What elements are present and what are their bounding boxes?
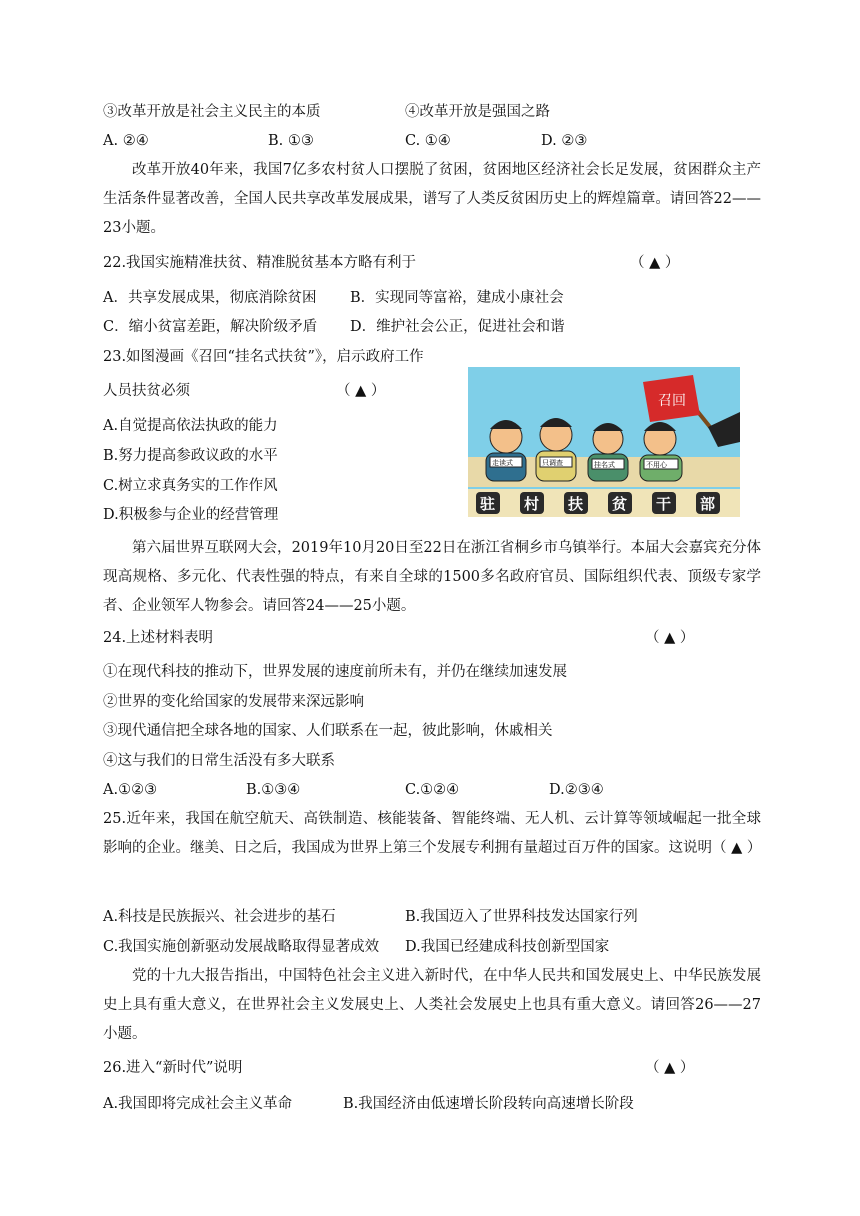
q25-option-c: C.我国实施创新驱动发展战略取得显著成效: [103, 939, 380, 955]
q21-statement-3: ③改革开放是社会主义民主的本质: [103, 104, 321, 120]
q21-option-b: B. ①③: [268, 133, 314, 149]
q24-statement-3: ③现代通信把全球各地的国家、人们联系在一起，彼此影响，休戚相关: [103, 723, 553, 739]
q25-option-b: B.我国迈入了世界科技发达国家行列: [405, 909, 638, 925]
q24-answer-mark: （ ▲ ）: [645, 630, 695, 646]
q26-option-a: A.我国即将完成社会主义革命: [103, 1096, 293, 1112]
q21-option-a: A. ②④: [103, 133, 149, 149]
material-paragraph-1: 改革开放40年来，我国7亿多农村贫人口摆脱了贫困，贫困地区经济社会长足发展，贫困群众主产生活条件显著改善，全国人民共享改革发展成果，谱写了人类反贫困历史上的辉煌篇章。请回答22——23小题。: [103, 162, 761, 236]
q23-option-b: B.努力提高参政议政的水平: [103, 448, 278, 464]
q24-option-d: D.②③④: [549, 782, 604, 798]
q23-option-a: A.自觉提高依法执政的能力: [103, 418, 278, 434]
q23-stem-line2: 人员扶贫必须: [103, 383, 190, 399]
q22-option-d: D．维护社会公正，促进社会和谐: [350, 319, 565, 335]
badge-1: 走读式: [492, 459, 513, 467]
q24-statement-1: ①在现代科技的推动下，世界发展的速度前所未有，并仍在继续加速发展: [103, 664, 567, 680]
bar-char-5: 干: [656, 495, 672, 513]
q25-stem: 25.近年来，我国在航空航天、高铁制造、核能装备、智能终端、无人机、云计算等领域崛起一批全球影响的企业。继美、日之后，我国成为世界上第三个发展专利拥有量超过百万件的国家。这说明（ ▲ ）: [103, 811, 762, 856]
q21-statement-4: ④改革开放是强国之路: [405, 104, 550, 120]
bar-char-3: 扶: [568, 495, 584, 513]
material-paragraph-3: 党的十九大报告指出，中国特色社会主义进入新时代，在中华人民共和国发展史上、中华民族发展史上具有重大意义，在世界社会主义发展史上、人类社会发展史上也具有重大意义。请回答26——27小题。: [103, 968, 761, 1042]
q25-option-d: D.我国已经建成科技创新型国家: [405, 939, 610, 955]
q22-answer-mark: （ ▲ ）: [630, 255, 680, 271]
q22-option-a: A．共享发展成果，彻底消除贫困: [103, 290, 317, 306]
q23-answer-mark: （ ▲ ）: [336, 383, 386, 399]
q23-stem-line1: 23.如图漫画《召回“挂名式扶贫”》，启示政府工作: [103, 349, 424, 365]
q22-stem: 22.我国实施精准扶贫、精准脱贫基本方略有利于: [103, 255, 417, 271]
bar-char-6: 部: [700, 495, 716, 513]
q24-statement-2: ②世界的变化给国家的发展带来深远影响: [103, 694, 364, 710]
cartoon-illustration: [468, 367, 740, 517]
q24-statement-4: ④这与我们的日常生活没有多大联系: [103, 753, 335, 769]
q23-option-c: C.树立求真务实的工作作风: [103, 478, 278, 494]
q25-option-a: A.科技是民族振兴、社会进步的基石: [103, 909, 336, 925]
q21-option-d: D. ②③: [541, 133, 588, 149]
q24-option-c: C.①②④: [405, 782, 460, 798]
q24-stem: 24.上述材料表明: [103, 630, 214, 646]
cartoon-svg: [468, 367, 740, 517]
q21-option-c: C. ①④: [405, 133, 451, 149]
q26-answer-mark: （ ▲ ）: [645, 1060, 695, 1076]
q26-stem: 26.进入“新时代”说明: [103, 1060, 243, 1076]
q26-option-b: B.我国经济由低速增长阶段转向高速增长阶段: [343, 1096, 634, 1112]
flag-label: 召回: [658, 393, 686, 409]
bar-char-1: 驻: [480, 495, 496, 513]
q22-option-b: B．实现同等富裕，建成小康社会: [350, 290, 564, 306]
bar-char-4: 贫: [612, 495, 628, 513]
badge-4: 不用心: [646, 461, 667, 469]
q24-option-a: A.①②③: [103, 782, 158, 798]
bar-char-2: 村: [524, 495, 540, 513]
badge-3: 挂名式: [594, 461, 615, 469]
q22-option-c: C．缩小贫富差距，解决阶级矛盾: [103, 319, 318, 335]
material-paragraph-2: 第六届世界互联网大会，2019年10月20日至22日在浙江省桐乡市乌镇举行。本届大会嘉宾充分体现高规格、多元化、代表性强的特点，有来自全球的1500多名政府官员、国际组织代表、顶级专家学者、企业领军人物参会。请回答24——25小题。: [103, 540, 761, 614]
q24-option-b: B.①③④: [246, 782, 301, 798]
badge-2: 只调查: [542, 459, 563, 467]
q23-option-d: D.积极参与企业的经营管理: [103, 507, 279, 523]
